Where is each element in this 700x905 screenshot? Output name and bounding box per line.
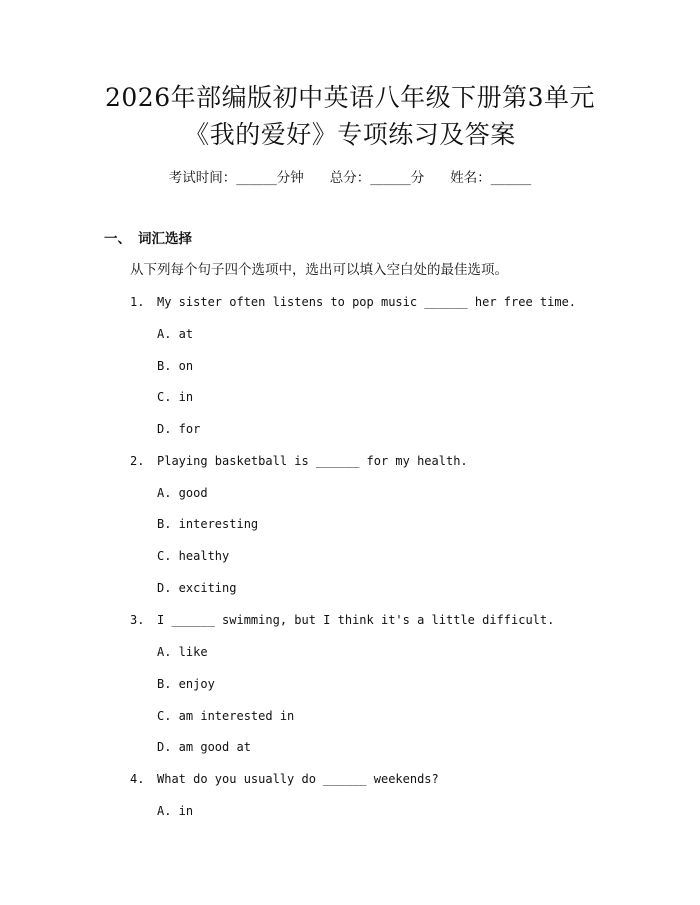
- question-option: D. for: [157, 422, 201, 436]
- exam-total-score: 总分：______分: [329, 170, 425, 186]
- exam-time: 考试时间：______分钟: [168, 170, 304, 186]
- question-number: 3.: [130, 613, 145, 627]
- question-option: B. on: [157, 359, 194, 373]
- question-option: A. like: [157, 645, 208, 659]
- question-number: 4.: [130, 772, 145, 786]
- question-option: C. am interested in: [157, 709, 295, 723]
- section-number: 一、: [104, 231, 131, 247]
- student-name: 姓名：______: [450, 170, 532, 186]
- section-instruction: 从下列每个句子四个选项中，选出可以填入空白处的最佳选项。: [130, 262, 508, 278]
- section-heading: [104, 230, 192, 248]
- question-text: I ______ swimming, but I think it's a little difficult.: [157, 613, 555, 627]
- section-title: 词汇选择: [138, 231, 192, 247]
- question-number: 2.: [130, 454, 145, 468]
- question-option: D. exciting: [157, 581, 237, 595]
- document-title-line-2: 《我的爱好》专项练习及答案: [184, 120, 516, 149]
- question-option: A. at: [157, 327, 194, 341]
- question-option: C. in: [157, 390, 194, 404]
- question-text: Playing basketball is ______ for my health.: [157, 454, 468, 468]
- question-text: My sister often listens to pop music ______ her free time.: [157, 295, 577, 309]
- document-title-line-1: 2026年部编版初中英语八年级下册第3单元: [104, 83, 596, 112]
- question-option: A. in: [157, 804, 194, 818]
- question-option: B. interesting: [157, 517, 259, 531]
- question-option: D. am good at: [157, 740, 251, 754]
- question-option: B. enjoy: [157, 677, 215, 691]
- question-option: C. healthy: [157, 549, 230, 563]
- exam-info: [0, 169, 700, 187]
- question-text: What do you usually do ______ weekends?: [157, 772, 439, 786]
- question-number: 1.: [130, 295, 145, 309]
- question-option: A. good: [157, 486, 208, 500]
